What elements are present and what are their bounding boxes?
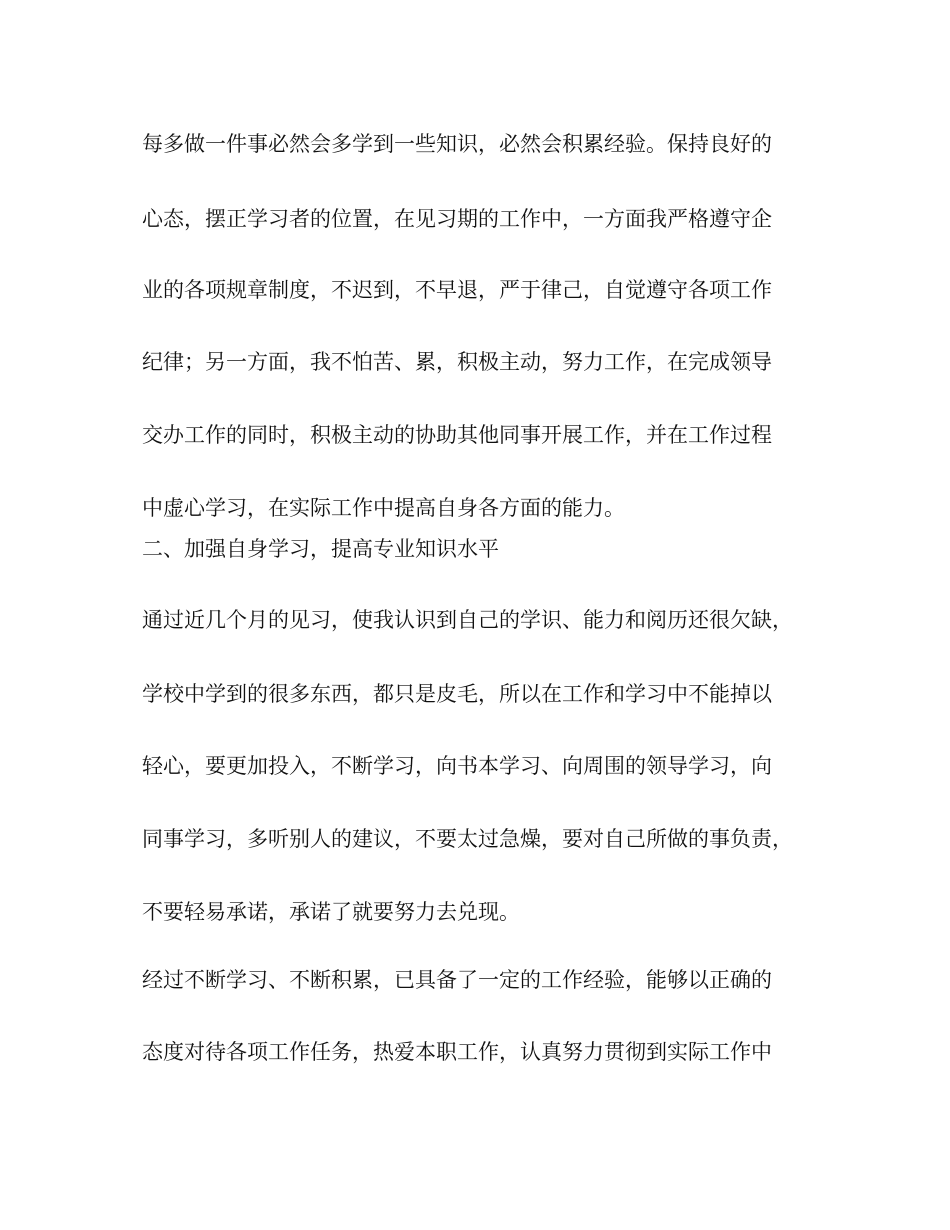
- section-heading: 二、加强自身学习，提高专业知识水平: [142, 537, 499, 561]
- paragraph-line: 态度对待各项工作任务，热爱本职工作，认真努力贯彻到实际工作中: [142, 1040, 772, 1064]
- paragraph-line: 轻心，要更加投入，不断学习，向书本学习、向周围的领导学习，向: [142, 754, 772, 778]
- paragraph-line: 不要轻易承诺，承诺了就要努力去兑现。: [142, 900, 520, 924]
- paragraph-line: 纪律；另一方面，我不怕苦、累，积极主动，努力工作，在完成领导: [142, 350, 772, 374]
- paragraph-line: 每多做一件事必然会多学到一些知识，必然会积累经验。保持良好的: [142, 132, 772, 156]
- paragraph-line: 业的各项规章制度，不迟到，不早退，严于律己，自觉遵守各项工作: [142, 278, 772, 302]
- paragraph-line: 经过不断学习、不断积累，已具备了一定的工作经验，能够以正确的: [142, 968, 772, 992]
- paragraph-line: 心态，摆正学习者的位置，在见习期的工作中，一方面我严格遵守企: [142, 207, 772, 231]
- paragraph-line: 中虚心学习，在实际工作中提高自身各方面的能力。: [142, 496, 625, 520]
- paragraph-line: 同事学习，多听别人的建议，不要太过急燥，要对自己所做的事负责，: [142, 827, 793, 851]
- paragraph-line: 学校中学到的很多东西，都只是皮毛，所以在工作和学习中不能掉以: [142, 682, 772, 706]
- paragraph-line: 通过近几个月的见习，使我认识到自己的学识、能力和阅历还很欠缺，: [142, 608, 793, 632]
- paragraph-line: 交办工作的同时，积极主动的协助其他同事开展工作，并在工作过程: [142, 423, 772, 447]
